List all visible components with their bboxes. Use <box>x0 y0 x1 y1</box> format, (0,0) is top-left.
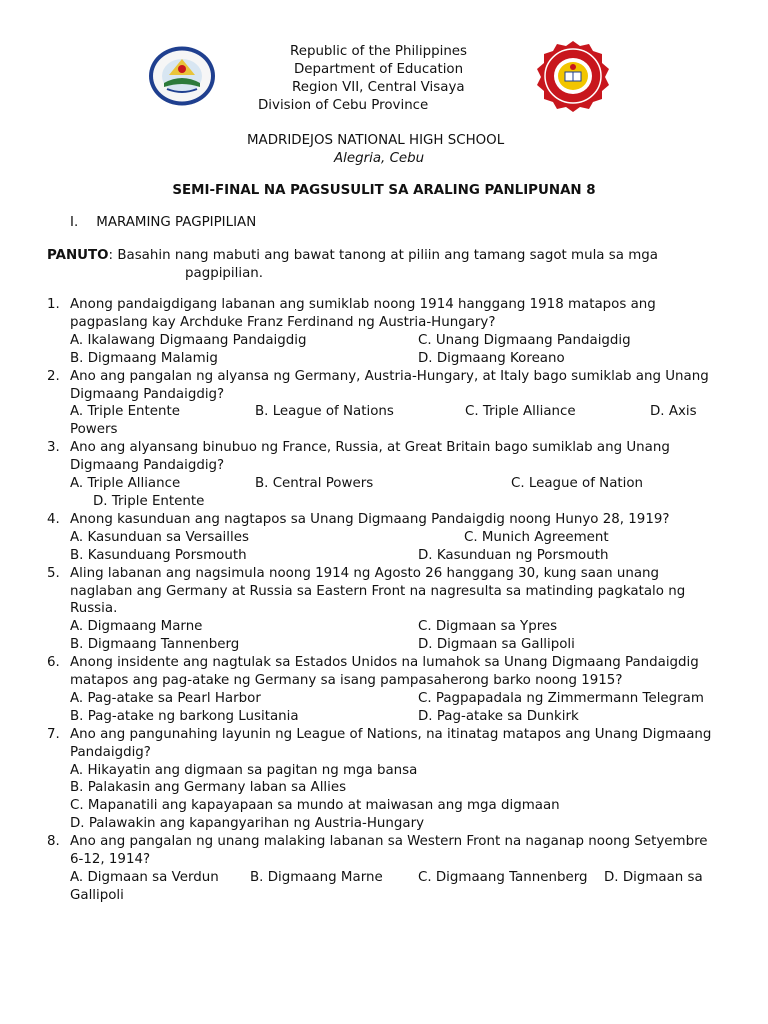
answer-option[interactable]: A. Triple Alliance <box>70 476 181 492</box>
question-text: Anong pandaigdigang labanan ang sumiklab noong 1914 hanggang 1918 matapos ang pagpaslang kay Archduke Franz Ferdinand ng Austria-Hungary? <box>70 297 656 330</box>
answer-option[interactable]: D. Pag-atake sa Dunkirk <box>418 708 579 724</box>
question-text: Ano ang pangalan ng alyansa ng Germany, Austria-Hungary, at Italy bago sumiklab ang Unang Digmaang Pandaigdig? <box>70 368 709 402</box>
section-title: MARAMING PAGPIPILIAN <box>96 215 257 230</box>
section-heading <box>70 214 256 232</box>
question-item <box>47 654 717 726</box>
question-item <box>47 296 717 368</box>
instructions-label: PANUTO <box>47 248 109 263</box>
question-number: 6. <box>47 655 60 671</box>
answer-option[interactable]: B. Digmaang Marne <box>250 870 383 885</box>
answer-option[interactable]: C. League of Nation <box>511 476 644 492</box>
question-item <box>47 439 717 511</box>
answer-option[interactable]: D. Digmaan sa Gallipoli <box>70 870 703 903</box>
instructions-continuation: pagpipilian. <box>185 265 264 281</box>
question-text: Anong kasunduan ang nagtapos sa Unang Digmaang Pandaigdig noong Hunyo 28, 1919? <box>70 511 670 527</box>
answer-option[interactable]: B. Digmaang Tannenberg <box>70 637 240 653</box>
question-item <box>47 368 717 440</box>
question-number: 3. <box>47 440 60 456</box>
question-number: 1. <box>47 297 60 312</box>
answer-option[interactable]: B. Pag-atake ng barkong Lusitania <box>70 708 299 724</box>
answer-option[interactable]: C. Triple Alliance <box>465 404 576 420</box>
answer-option[interactable]: C. Munich Agreement <box>464 529 609 545</box>
question-number: 2. <box>47 368 60 384</box>
answer-option[interactable]: D. Digmaang Koreano <box>418 350 565 366</box>
header-department: Department of Education <box>294 62 464 77</box>
question-number: 7. <box>47 726 60 742</box>
question-text: Ano ang pangalan ng unang malaking labanan sa Western Front na naganap noong Setyembre 6-12, 1914? <box>70 834 708 868</box>
answer-option[interactable]: C. Unang Digmaang Pandaigdig <box>418 332 631 348</box>
question-list <box>47 296 717 905</box>
answer-option[interactable]: A. Pag-atake sa Pearl Harbor <box>70 690 261 706</box>
answer-option[interactable]: B. League of Nations <box>255 404 394 420</box>
answer-option[interactable]: B. Digmaang Malamig <box>70 350 218 366</box>
answer-option[interactable]: D. Palawakin ang kapangyarihan ng Austria-Hungary <box>70 816 425 832</box>
question-number: 5. <box>47 565 60 581</box>
question-text: Ano ang alyansang binubuo ng France, Russia, at Great Britain bago sumiklab ang Unang Digmaang Pandaigdig? <box>70 440 670 474</box>
header-division: Division of Cebu Province <box>258 98 429 113</box>
answer-option[interactable]: D. Digmaan sa Gallipoli <box>418 637 575 653</box>
section-number: I. <box>70 215 79 230</box>
answer-option[interactable]: C. Pagpapadala ng Zimmermann Telegram <box>418 690 704 706</box>
header-region: Region VII, Central Visaya <box>292 80 465 95</box>
instructions-text: : Basahin nang mabuti ang bawat tanong at piliin ang tamang sagot mula sa mga <box>108 248 658 263</box>
answer-option[interactable]: A. Hikayatin ang digmaan sa pagitan ng mga bansa <box>70 762 418 778</box>
answer-option[interactable]: B. Palakasin ang Germany laban sa Allies <box>70 780 347 796</box>
answer-option[interactable]: A. Digmaang Marne <box>70 619 203 635</box>
answer-option[interactable]: A. Triple Entente <box>70 404 181 420</box>
answer-option[interactable]: C. Digmaang Tannenberg <box>418 870 588 885</box>
question-number: 4. <box>47 511 60 527</box>
exam-title: SEMI-FINAL NA PAGSUSULIT SA ARALING PANLIPUNAN 8 <box>172 183 596 198</box>
answer-option[interactable]: B. Kasunduang Porsmouth <box>70 547 247 563</box>
answer-option[interactable]: C. Mapanatili ang kapayapaan sa mundo at maiwasan ang mga digmaan <box>70 798 560 814</box>
answer-option[interactable]: D. Triple Entente <box>93 493 205 509</box>
question-text: Aling labanan ang nagsimula noong 1914 ng Agosto 26 hanggang 30, kung saan unang naglaban ang Germany at Russia sa Eastern Front na nagresulta sa matinding pagkatalo ng Russia. <box>70 565 686 617</box>
question-item <box>47 833 717 905</box>
answer-option[interactable]: D. Kasunduan ng Porsmouth <box>418 547 609 563</box>
answer-option[interactable]: B. Central Powers <box>255 476 374 492</box>
division-seal-logo <box>147 45 217 113</box>
answer-option[interactable]: C. Digmaan sa Ypres <box>418 619 558 635</box>
question-item <box>47 511 717 565</box>
question-number: 8. <box>47 834 60 850</box>
school-seal-logo <box>532 40 614 118</box>
answer-option[interactable]: D. Axis Powers <box>70 404 697 438</box>
answer-option[interactable]: A. Ikalawang Digmaang Pandaigdig <box>70 332 307 348</box>
school-location: Alegria, Cebu <box>334 151 425 166</box>
answer-option[interactable]: A. Digmaan sa Verdun <box>70 870 219 885</box>
question-text: Anong insidente ang nagtulak sa Estados Unidos na lumahok sa Unang Digmaang Pandaigdig matapos ang pag-atake ng Germany sa isang pampasaherong barko noong 1915? <box>70 655 699 689</box>
header-republic: Republic of the Philippines <box>290 44 468 59</box>
school-name: MADRIDEJOS NATIONAL HIGH SCHOOL <box>247 133 505 148</box>
question-text: Ano ang pangunahing layunin ng League of Nations, na itinatag matapos ang Unang Digmaang Pandaigdig? <box>70 726 712 760</box>
answer-option[interactable]: A. Kasunduan sa Versailles <box>70 529 249 545</box>
instructions <box>47 247 717 283</box>
question-item <box>47 726 717 833</box>
question-item <box>47 565 717 655</box>
